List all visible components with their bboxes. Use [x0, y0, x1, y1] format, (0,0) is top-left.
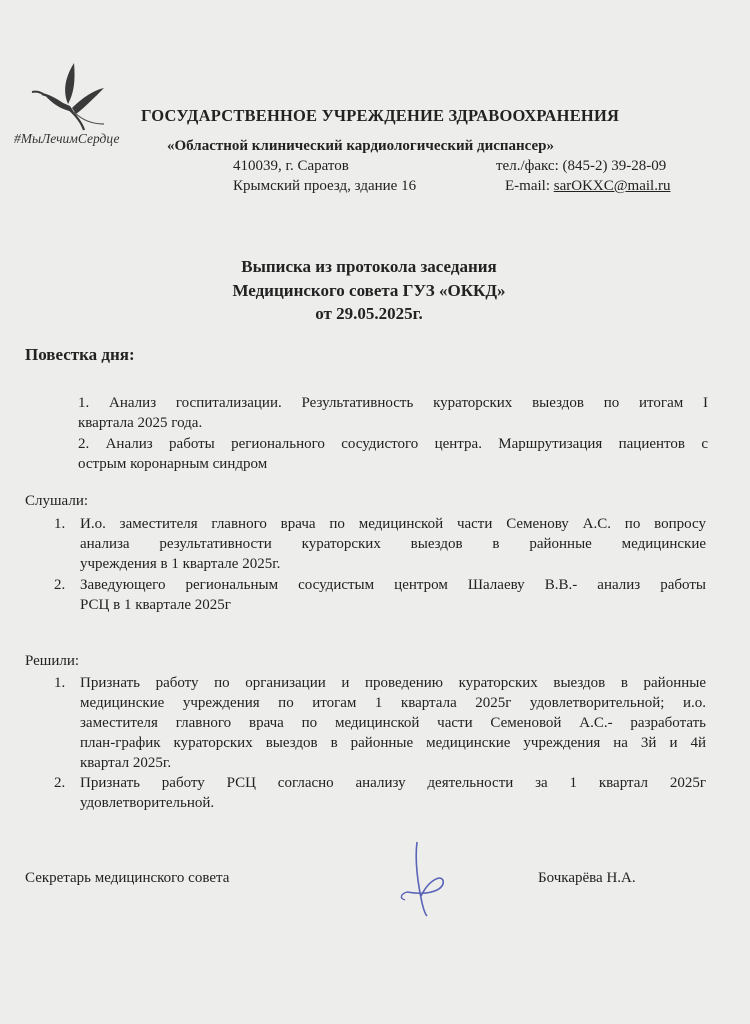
decided-item-1-line-1: Признать работу по организации и проведению кураторских выездов в районные	[80, 675, 706, 691]
decided-item-2-number: 2.	[54, 775, 66, 791]
heard-heading: Слушали:	[25, 493, 89, 509]
decided-item-1-line-5: квартал 2025г.	[80, 755, 172, 771]
address-line-1: 410039, г. Саратов	[233, 158, 349, 174]
agenda-heading: Повестка дня:	[25, 345, 135, 364]
signature-icon	[395, 838, 465, 918]
agenda-item-2-line-1: 2. Анализ работы регионального сосудистого центра. Маршрутизация пациентов с	[78, 436, 708, 452]
heard-item-2-line-2: РСЦ в 1 квартале 2025г	[80, 597, 231, 613]
org-title: ГОСУДАРСТВЕННОЕ УЧРЕЖДЕНИЕ ЗДРАВООХРАНЕНИЯ	[141, 106, 620, 125]
hashtag-text: #МыЛечимСердце	[14, 131, 120, 146]
heard-item-2-line-1: Заведующего региональным сосудистым центром Шалаеву В.В.- анализ работы	[80, 577, 706, 593]
agenda-item-1-line-2: квартала 2025 года.	[78, 415, 203, 431]
email-link[interactable]: sarOKXC@mail.ru	[553, 178, 671, 194]
decided-heading: Решили:	[25, 653, 80, 669]
doc-title-line-1: Выписка из протокола заседания	[241, 257, 497, 276]
heard-item-1-line-2: анализа результативности кураторских выездов в районные медицинские	[80, 536, 706, 552]
address-line-2: Крымский проезд, здание 16	[233, 178, 417, 194]
heard-item-2-number: 2.	[54, 577, 66, 593]
agenda-item-2-line-2: острым коронарным синдром	[78, 456, 268, 472]
email-line	[505, 178, 670, 195]
decided-item-1-line-4: план-график кураторских выездов в районные медицинские учреждения на 3й и 4й	[80, 735, 706, 751]
heard-item-1-number: 1.	[54, 516, 66, 532]
heard-item-1-line-1: И.о. заместителя главного врача по медицинской части Семенову А.С. по вопросу	[80, 516, 706, 532]
doc-title-line-3: от 29.05.2025г.	[315, 304, 423, 323]
decided-item-2-line-1: Признать работу РСЦ согласно анализу деятельности за 1 квартал 2025г	[80, 775, 706, 791]
org-name: «Областной клинический кардиологический диспансер»	[167, 138, 555, 154]
decided-item-1-line-2: медицинские учреждения по итогам 1 квартала 2025г удовлетворительной; и.о.	[80, 695, 706, 711]
decided-item-2-line-2: удовлетворительной.	[80, 795, 215, 811]
heard-item-1-line-3: учреждения в 1 квартале 2025г.	[80, 556, 281, 572]
decided-item-1-line-3: заместителя главного врача по медицинской части Семеновой А.С.- разработать	[80, 715, 706, 731]
decided-item-1-number: 1.	[54, 675, 66, 691]
email-label: E-mail:	[505, 178, 554, 194]
agenda-item-1-line-1: 1. Анализ госпитализации. Результативность кураторских выездов по итогам I	[78, 395, 708, 411]
secretary-label: Секретарь медицинского совета	[25, 870, 230, 886]
secretary-name: Бочкарёва Н.А.	[538, 870, 636, 886]
doc-title-line-2: Медицинского совета ГУЗ «ОККД»	[232, 281, 506, 300]
tel-fax: тел./факс: (845-2) 39-28-09	[496, 158, 667, 174]
